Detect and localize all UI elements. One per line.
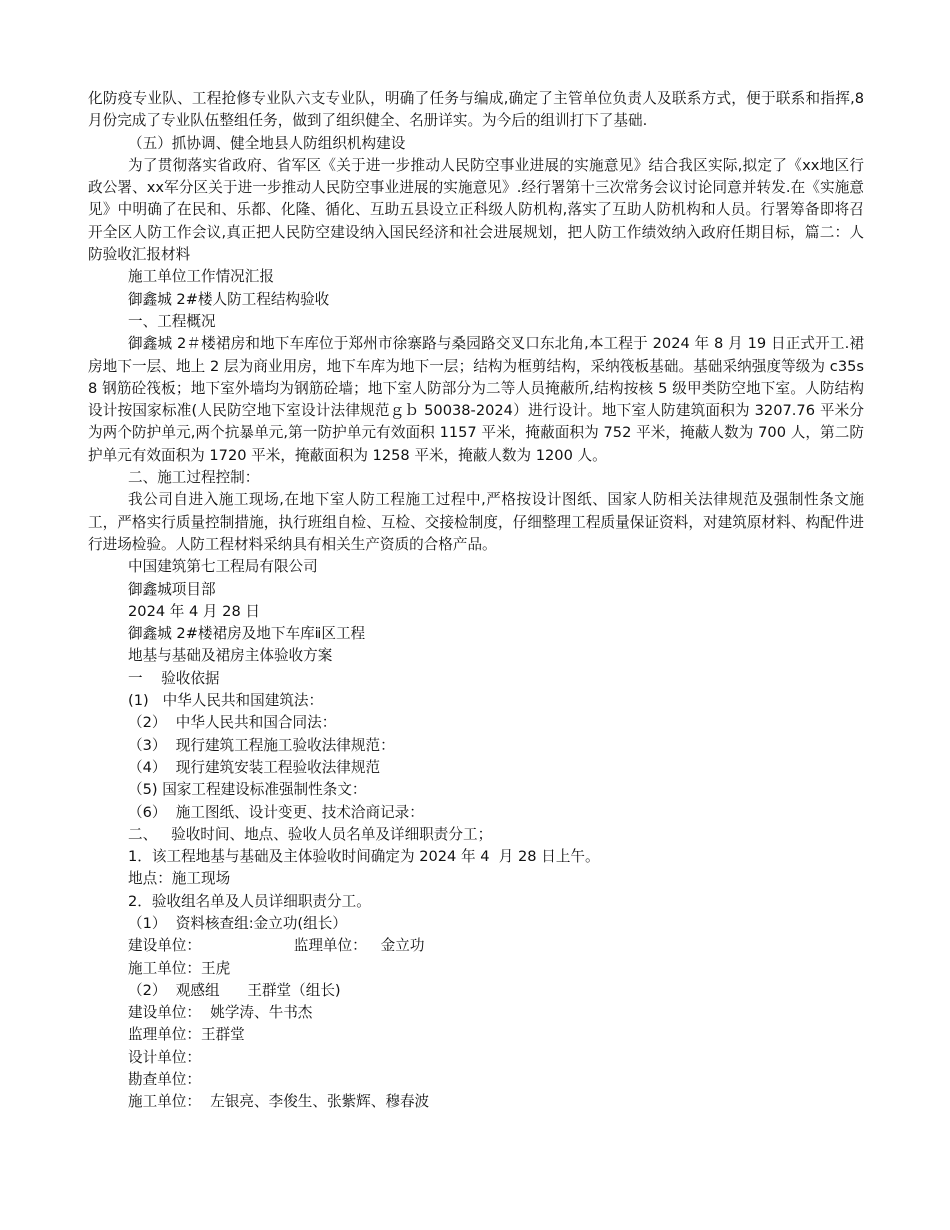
team-document-review-members: 建设单位： 监理单位： 金立功	[128, 937, 425, 955]
signature-company: 中国建筑第七工程局有限公司	[128, 558, 318, 576]
section-heading-schedule: 二、 验收时间、地点、验收人员名单及详细职责分工；	[128, 825, 493, 843]
signature-project-department: 御鑫城项目部	[128, 580, 216, 598]
team-visual-contractor: 施工单位： 左银亮、李俊生、张紫辉、穆春波	[128, 1093, 430, 1111]
paragraph-implementation-opinions: 为了贯彻落实省政府、省军区《关于进一步推动人民防空事业进展的实施意见》结合我区实际,拟定了《xx地区行政公署、xx军分区关于进一步推动人民防空事业进展的实施意见》.经行署第十三次常务会议讨论同意并转发.在《实施意见》中明确了在民和、乐都、化隆、循化、互助五县设立正科级人防机构,落实了互助人防机构和人员。行署筹备即将召开全区人防工作会议,真正把人民防空建设纳入国民经济和社会进展规划，把人防工作绩效纳入政府任期目标，篇二：人防验收汇报材料	[88, 156, 864, 264]
paragraph-process-control: 我公司自进入施工现场,在地下室人防工程施工过程中,严格按设计图纸、国家人防相关法律规范及强制性条文施工，严格实行质量控制措施，执行班组自检、互检、交接检制度，仔细整理工程质量保证资料，对建筑原材料、构配件进行进场检验。人防工程材料采纳具有相关生产资质的合格产品。	[88, 491, 864, 553]
plan-title: 御鑫城 2#楼裙房及地下车库ⅱ区工程	[128, 625, 366, 643]
team-visual-supervisor: 监理单位：王群堂	[128, 1026, 245, 1044]
signature-date: 2024 年 4 月 28 日	[128, 602, 260, 620]
team-visual-designer: 设计单位：	[128, 1048, 201, 1066]
basis-item-4: （4） 现行建筑安装工程验收法律规范	[128, 758, 381, 776]
basis-item-3: （3） 现行建筑工程施工验收法律规范：	[128, 736, 395, 754]
paragraph-cont-team-formation: 化防疫专业队、工程抢修专业队六支专业队，明确了任务与编成,确定了主管单位负责人及联系方式，便于联系和指挥,8月份完成了专业队伍整组任务，做到了组织健全、名册详实。为今后的组训打下了基础.	[88, 90, 864, 130]
paragraph-project-overview: 御鑫城 2＃楼裙房和地下车库位于郑州市徐寨路与桑园路交叉口东北角,本工程于 2024 年 8 月 19 日正式开工.裙房地下一层、地上 2 层为商业用房，地下车库为地下一层；结构为框剪结构，采纳筏板基础。基础采纳强度等级为 c35s8 钢筋砼筏板；地下室外墙均为钢筋砼墙；地下室人防部分为二等人员掩蔽所,结构按核 5 级甲类防空地下室。人防结构设计按国家标准(人民防空地下室设计法律规范ｇｂ 50038-2024）进行设计。地下室人防建筑面积为 3207.76 平米分为两个防护单元,两个抗暴单元,第一防护单元有效面积 1157 平米，掩蔽面积为 752 平米，掩蔽人数为 700 人，第二防护单元有效面积为 1720 平米，掩蔽面积为 1258 平米，掩蔽人数为 1200 人。	[88, 335, 864, 464]
schedule-location: 地点：施工现场	[128, 870, 231, 888]
team-visual-inspection: （2） 观感组 王群堂（组长)	[128, 981, 341, 999]
team-visual-owner: 建设单位： 姚学涛、牛书杰	[128, 1004, 313, 1022]
team-visual-survey: 勘查单位：	[128, 1071, 201, 1089]
schedule-time: 1．该工程地基与基础及主体验收时间确定为 2024 年 4 月 28 日上午。	[128, 848, 600, 866]
basis-item-6: （6） 施工图纸、设计变更、技术洽商记录：	[128, 803, 424, 821]
section-heading-process-control: 二、施工过程控制：	[128, 469, 260, 487]
document-page	[88, 88, 864, 1114]
section-heading-coordination: （五）抓协调、健全地县人防组织机构建设	[128, 134, 406, 152]
basis-item-1: (1) 中华人民共和国建筑法：	[128, 692, 324, 710]
report-subtitle: 御鑫城 2#楼人防工程结构验收	[128, 290, 330, 308]
team-list-heading: 2．验收组名单及人员详细职责分工。	[128, 892, 371, 910]
basis-item-5: （5) 国家工程建设标准强制性条文：	[128, 781, 367, 799]
basis-item-2: （2） 中华人民共和国合同法：	[128, 714, 337, 732]
section-heading-basis: 一 验收依据	[128, 669, 220, 687]
report-title: 施工单位工作情况汇报	[128, 268, 274, 286]
team-document-review: （1） 资料核查组:金立功(组长）	[128, 914, 347, 932]
section-heading-overview: 一、工程概况	[128, 312, 216, 330]
plan-subtitle: 地基与基础及裙房主体验收方案	[128, 647, 333, 665]
team-document-review-contractor: 施工单位：王虎	[128, 959, 231, 977]
